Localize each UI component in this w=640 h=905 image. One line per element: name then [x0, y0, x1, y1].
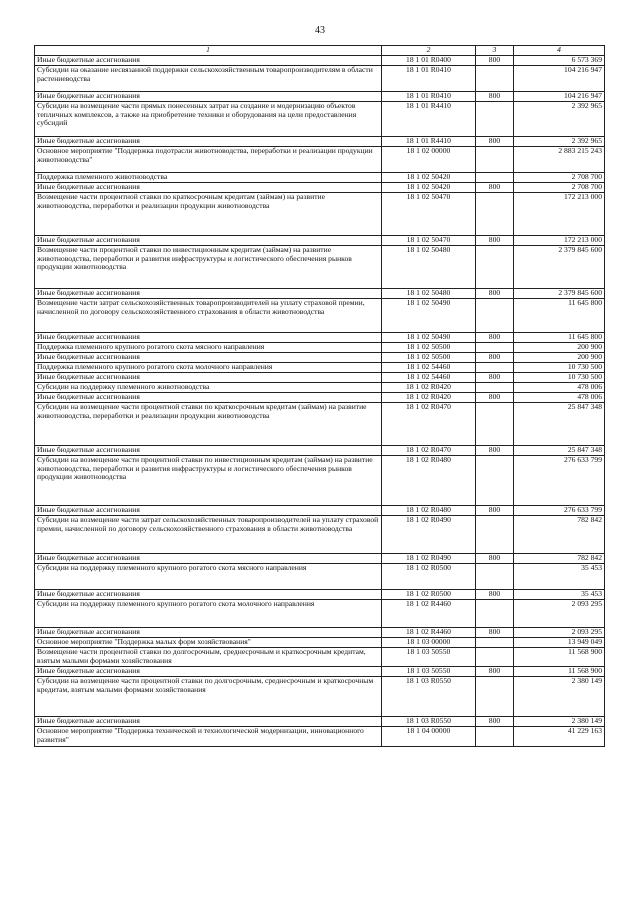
row-amount-cell: 104 216 947	[514, 92, 605, 102]
row-code-cell: 18 1 02 50500	[382, 353, 476, 363]
row-vr-cell: 800	[476, 236, 514, 246]
row-name-cell: Иные бюджетные ассигнования	[35, 137, 382, 147]
table-row	[35, 353, 605, 363]
row-name-cell: Субсидии на возмещение части прямых понесенных затрат на создание и модернизацию объектов тепличных комплексов, а также на приобретение техники и оборудования на цели предоставления субсидий	[35, 102, 382, 137]
row-code-cell: 18 1 02 R0420	[382, 393, 476, 403]
header-col-4: 4	[514, 46, 605, 56]
row-vr-cell: 800	[476, 667, 514, 677]
row-amount-cell: 2 379 845 600	[514, 246, 605, 289]
row-code-cell: 18 1 02 50420	[382, 173, 476, 183]
row-name-cell: Поддержка племенного крупного рогатого скота молочного направления	[35, 363, 382, 373]
row-name-cell: Субсидии на поддержку племенного крупного рогатого скота мясного направления	[35, 564, 382, 590]
row-code-cell: 18 1 02 50470	[382, 193, 476, 236]
row-code-cell: 18 1 01 R4410	[382, 137, 476, 147]
row-name-cell: Иные бюджетные ассигнования	[35, 590, 382, 600]
row-vr-cell: 800	[476, 92, 514, 102]
row-code-cell: 18 1 02 R0500	[382, 590, 476, 600]
row-vr-cell	[476, 193, 514, 236]
row-vr-cell	[476, 564, 514, 590]
row-vr-cell: 800	[476, 506, 514, 516]
row-amount-cell: 2 708 700	[514, 173, 605, 183]
row-vr-cell: 800	[476, 590, 514, 600]
row-code-cell: 18 1 02 R0470	[382, 446, 476, 456]
row-code-cell: 18 1 03 00000	[382, 638, 476, 648]
row-vr-cell	[476, 147, 514, 173]
row-vr-cell	[476, 638, 514, 648]
row-code-cell: 18 1 01 R0400	[382, 56, 476, 66]
table-row	[35, 554, 605, 564]
row-code-cell: 18 1 02 R4460	[382, 628, 476, 638]
row-name-cell: Субсидии на поддержку племенного животноводства	[35, 383, 382, 393]
row-amount-cell: 10 730 500	[514, 363, 605, 373]
row-vr-cell: 800	[476, 628, 514, 638]
row-amount-cell: 13 949 049	[514, 638, 605, 648]
row-amount-cell: 2 883 215 243	[514, 147, 605, 173]
row-amount-cell: 35 453	[514, 564, 605, 590]
table-row	[35, 343, 605, 353]
table-row	[35, 193, 605, 236]
row-code-cell: 18 1 04 00000	[382, 727, 476, 747]
page-number: 43	[315, 25, 325, 36]
row-amount-cell: 10 730 500	[514, 373, 605, 383]
row-vr-cell: 800	[476, 56, 514, 66]
row-vr-cell	[476, 173, 514, 183]
row-vr-cell	[476, 66, 514, 92]
table-row	[35, 299, 605, 333]
row-vr-cell	[476, 456, 514, 506]
row-name-cell: Возмещение части процентной ставки по инвестиционным кредитам (займам) на развитие животноводства, переработки и развития инфраструктуры и логистического обеспечения рынков продукции животноводства	[35, 246, 382, 289]
row-vr-cell: 800	[476, 333, 514, 343]
table-row	[35, 403, 605, 446]
row-code-cell: 18 1 01 R0410	[382, 66, 476, 92]
row-amount-cell: 200 900	[514, 343, 605, 353]
row-name-cell: Иные бюджетные ассигнования	[35, 56, 382, 66]
row-vr-cell	[476, 299, 514, 333]
row-vr-cell: 800	[476, 137, 514, 147]
row-vr-cell	[476, 600, 514, 628]
table-row	[35, 173, 605, 183]
table-row	[35, 667, 605, 677]
table-row	[35, 236, 605, 246]
row-code-cell: 18 1 02 R0500	[382, 564, 476, 590]
row-name-cell: Иные бюджетные ассигнования	[35, 333, 382, 343]
row-amount-cell: 172 213 000	[514, 193, 605, 236]
table-row	[35, 92, 605, 102]
row-name-cell: Основное мероприятие "Поддержка подотрасли животноводства, переработки и реализации продукции животноводства"	[35, 147, 382, 173]
row-vr-cell	[476, 727, 514, 747]
row-name-cell: Субсидии на возмещение части затрат сельскохозяйственных товаропроизводителей на уплату страховой премии, начисленной по договору сельскохозяйственного страхования в области животноводства	[35, 516, 382, 554]
row-vr-cell: 800	[476, 353, 514, 363]
table-row	[35, 717, 605, 727]
table-row	[35, 56, 605, 66]
row-vr-cell: 800	[476, 183, 514, 193]
row-vr-cell	[476, 383, 514, 393]
row-name-cell: Иные бюджетные ассигнования	[35, 92, 382, 102]
row-code-cell: 18 1 02 R0480	[382, 506, 476, 516]
table-row	[35, 147, 605, 173]
row-amount-cell: 2 380 149	[514, 677, 605, 717]
row-amount-cell: 2 380 149	[514, 717, 605, 727]
table-row	[35, 393, 605, 403]
row-code-cell: 18 1 03 50550	[382, 667, 476, 677]
row-name-cell: Иные бюджетные ассигнования	[35, 628, 382, 638]
row-vr-cell: 800	[476, 717, 514, 727]
row-amount-cell: 11 568 900	[514, 667, 605, 677]
row-amount-cell: 276 633 799	[514, 456, 605, 506]
row-code-cell: 18 1 02 R4460	[382, 600, 476, 628]
row-name-cell: Иные бюджетные ассигнования	[35, 506, 382, 516]
row-name-cell: Иные бюджетные ассигнования	[35, 393, 382, 403]
row-name-cell: Основное мероприятие "Поддержка малых форм хозяйствования"	[35, 638, 382, 648]
table-row	[35, 600, 605, 628]
table-row	[35, 638, 605, 648]
row-name-cell: Иные бюджетные ассигнования	[35, 353, 382, 363]
row-code-cell: 18 1 02 50470	[382, 236, 476, 246]
table-row	[35, 590, 605, 600]
row-code-cell: 18 1 02 54460	[382, 363, 476, 373]
table-row	[35, 564, 605, 590]
row-vr-cell	[476, 516, 514, 554]
row-amount-cell: 2 708 700	[514, 183, 605, 193]
row-amount-cell: 41 229 163	[514, 727, 605, 747]
row-name-cell: Основное мероприятие "Поддержка технической и технологической модернизации, инновационного развития"	[35, 727, 382, 747]
row-name-cell: Субсидии на возмещение части процентной ставки по долгосрочным, среднесрочным и краткосрочным кредитам, взятым малыми формами хозяйствования	[35, 677, 382, 717]
table-row	[35, 363, 605, 373]
row-amount-cell: 2 392 965	[514, 102, 605, 137]
row-name-cell: Иные бюджетные ассигнования	[35, 667, 382, 677]
row-code-cell: 18 1 01 R0410	[382, 92, 476, 102]
row-vr-cell: 800	[476, 554, 514, 564]
row-name-cell: Субсидии на возмещение части процентной ставки по краткосрочным кредитам (займам) на развитие животноводства, переработки и реализации продукции животноводства	[35, 403, 382, 446]
row-code-cell: 18 1 02 R0480	[382, 456, 476, 506]
table-row	[35, 677, 605, 717]
row-amount-cell: 2 379 845 600	[514, 289, 605, 299]
row-code-cell: 18 1 01 R4410	[382, 102, 476, 137]
row-name-cell: Возмещение части процентной ставки по краткосрочным кредитам (займам) на развитие животноводства, переработки и реализации продукции животноводства	[35, 193, 382, 236]
table-row	[35, 373, 605, 383]
row-name-cell: Поддержка племенного животноводства	[35, 173, 382, 183]
row-amount-cell: 478 006	[514, 383, 605, 393]
row-name-cell: Иные бюджетные ассигнования	[35, 554, 382, 564]
table-row	[35, 456, 605, 506]
row-code-cell: 18 1 02 50500	[382, 343, 476, 353]
row-amount-cell: 11 645 800	[514, 333, 605, 343]
table-row	[35, 102, 605, 137]
row-amount-cell: 6 573 369	[514, 56, 605, 66]
row-amount-cell: 11 645 800	[514, 299, 605, 333]
row-vr-cell	[476, 648, 514, 667]
row-name-cell: Иные бюджетные ассигнования	[35, 236, 382, 246]
row-amount-cell: 172 213 000	[514, 236, 605, 246]
row-vr-cell	[476, 677, 514, 717]
table-row	[35, 628, 605, 638]
row-amount-cell: 11 568 900	[514, 648, 605, 667]
row-code-cell: 18 1 02 50420	[382, 183, 476, 193]
table-header-row	[35, 46, 605, 56]
row-amount-cell: 478 006	[514, 393, 605, 403]
row-code-cell: 18 1 03 R0550	[382, 677, 476, 717]
header-col-1: 1	[35, 46, 382, 56]
row-name-cell: Иные бюджетные ассигнования	[35, 717, 382, 727]
row-amount-cell: 2 093 295	[514, 600, 605, 628]
row-name-cell: Поддержка племенного крупного рогатого скота мясного направления	[35, 343, 382, 353]
table-row	[35, 246, 605, 289]
row-vr-cell: 800	[476, 393, 514, 403]
row-name-cell: Иные бюджетные ассигнования	[35, 373, 382, 383]
table-row	[35, 289, 605, 299]
row-code-cell: 18 1 03 R0550	[382, 717, 476, 727]
header-col-2: 2	[382, 46, 476, 56]
row-amount-cell: 35 453	[514, 590, 605, 600]
header-col-3: 3	[476, 46, 514, 56]
row-code-cell: 18 1 02 R0490	[382, 516, 476, 554]
row-code-cell: 18 1 02 R0490	[382, 554, 476, 564]
table-row	[35, 333, 605, 343]
row-name-cell: Субсидии на оказание несвязанной поддержки сельскохозяйственным товаропроизводителям в области растениеводства	[35, 66, 382, 92]
row-code-cell: 18 1 02 50490	[382, 333, 476, 343]
row-code-cell: 18 1 02 50490	[382, 299, 476, 333]
row-name-cell: Иные бюджетные ассигнования	[35, 183, 382, 193]
row-amount-cell: 2 392 965	[514, 137, 605, 147]
row-amount-cell: 25 847 348	[514, 446, 605, 456]
row-name-cell: Иные бюджетные ассигнования	[35, 446, 382, 456]
row-amount-cell: 2 093 295	[514, 628, 605, 638]
budget-table	[34, 45, 605, 747]
row-vr-cell	[476, 246, 514, 289]
row-code-cell: 18 1 02 R0470	[382, 403, 476, 446]
row-code-cell: 18 1 02 50480	[382, 246, 476, 289]
table-row	[35, 727, 605, 747]
row-name-cell: Субсидии на поддержку племенного крупного рогатого скота молочного направления	[35, 600, 382, 628]
table-row	[35, 383, 605, 393]
row-name-cell: Возмещение части процентной ставки по долгосрочным, среднесрочным и краткосрочным кредитам, взятым малыми формами хозяйствования	[35, 648, 382, 667]
table-row	[35, 506, 605, 516]
row-amount-cell: 200 900	[514, 353, 605, 363]
row-code-cell: 18 1 03 50550	[382, 648, 476, 667]
row-amount-cell: 104 216 947	[514, 66, 605, 92]
row-code-cell: 18 1 02 R0420	[382, 383, 476, 393]
table-row	[35, 66, 605, 92]
row-name-cell: Возмещение части затрат сельскохозяйственных товаропроизводителей на уплату страховой премии, начисленной по договору сельскохозяйственного страхования в области животноводства	[35, 299, 382, 333]
row-vr-cell	[476, 102, 514, 137]
row-vr-cell	[476, 403, 514, 446]
table-row	[35, 516, 605, 554]
table-row	[35, 183, 605, 193]
table-row	[35, 648, 605, 667]
row-vr-cell	[476, 343, 514, 353]
row-amount-cell: 25 847 348	[514, 403, 605, 446]
row-amount-cell: 782 842	[514, 554, 605, 564]
row-amount-cell: 276 633 799	[514, 506, 605, 516]
row-amount-cell: 782 842	[514, 516, 605, 554]
row-vr-cell	[476, 363, 514, 373]
table-row	[35, 137, 605, 147]
row-code-cell: 18 1 02 00000	[382, 147, 476, 173]
row-code-cell: 18 1 02 50480	[382, 289, 476, 299]
row-vr-cell: 800	[476, 289, 514, 299]
row-name-cell: Субсидии на возмещение части процентной ставки по инвестиционным кредитам (займам) на развитие животноводства, переработки и развития инфраструктуры и логистического обеспечения рынков продукции животноводства	[35, 456, 382, 506]
row-code-cell: 18 1 02 54460	[382, 373, 476, 383]
row-name-cell: Иные бюджетные ассигнования	[35, 289, 382, 299]
row-vr-cell: 800	[476, 446, 514, 456]
table-row	[35, 446, 605, 456]
row-vr-cell: 800	[476, 373, 514, 383]
